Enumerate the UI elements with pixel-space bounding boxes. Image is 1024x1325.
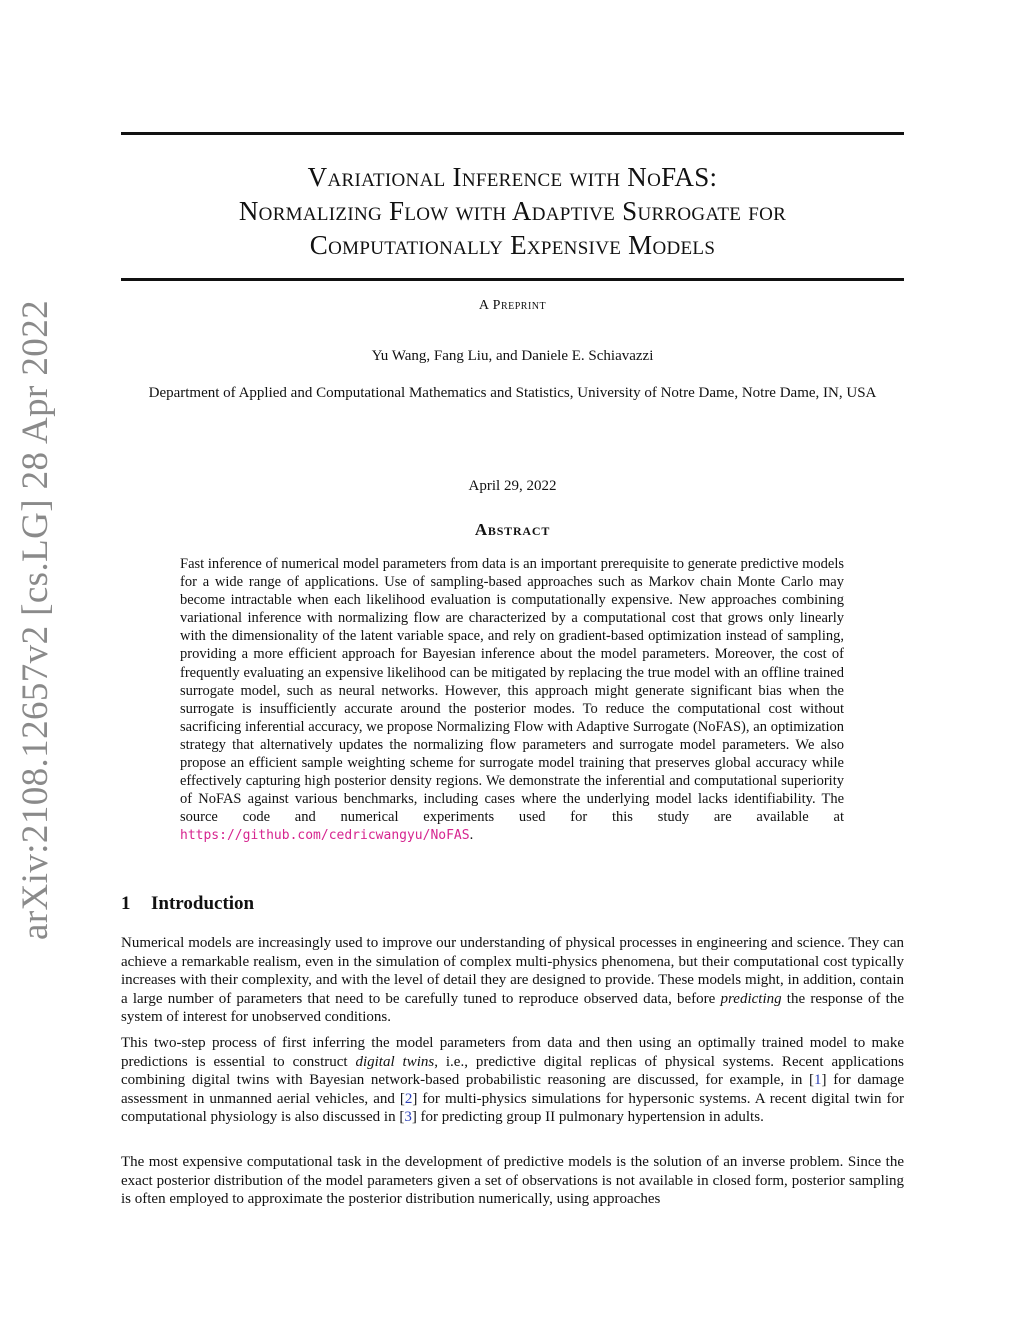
- intro-paragraph-1: [121, 934, 904, 1027]
- p2-emphasis: digital twins: [355, 1053, 435, 1070]
- p1-emphasis: predicting: [720, 990, 782, 1007]
- section-number: 1: [121, 893, 131, 914]
- p2-text-a: This two-step process of first inferring the model parameters from data and then using an optimally trained model to make predictions is essential to construct: [121, 1035, 904, 1070]
- p2-text-d: ] for multi-physics simulations for hypersonic systems. A recent digital twin for computational physiology is also discussed in [: [121, 1090, 904, 1125]
- author-list: Yu Wang, Fang Liu, and Daniele E. Schiavazzi: [371, 348, 654, 364]
- abstract-heading: Abstract: [474, 520, 551, 539]
- title-line-1: Variational Inference with NoFAS:: [307, 162, 718, 192]
- arxiv-identifier: arXiv:2108.12657v2 [cs.LG] 28 Apr 2022: [15, 299, 56, 940]
- citation-3-link[interactable]: 3: [404, 1109, 412, 1125]
- source-code-link[interactable]: https://github.com/cedricwangyu/NoFAS: [180, 828, 470, 844]
- affiliation: Department of Applied and Computational Mathematics and Statistics, University of Notre Dame, Notre Dame, IN, USA: [148, 385, 877, 401]
- p1-end: the response of the system of interest for unobserved conditions.: [121, 990, 904, 1025]
- title-rule-top: [121, 132, 904, 135]
- preprint-label: A Preprint: [478, 298, 547, 313]
- section-heading-introduction: [121, 893, 254, 915]
- p2-text-b: , i.e., predictive digital replicas of physical systems. Recent applications combining digital twins with Bayesian network-based probabilistic reasoning are discussed, for example, in [: [121, 1053, 904, 1088]
- intro-paragraph-3: The most expensive computational task in the development of predictive models is the solution of an inverse problem. Since the exact posterior distribution of the model parameters given a set of observations is not available in closed form, posterior sampling is often employed to approximate the posterior distribution numerically, using approaches: [121, 1154, 904, 1207]
- paper-title: [121, 160, 904, 262]
- citation-2-link[interactable]: 2: [404, 1090, 413, 1107]
- abstract-end: .: [469, 827, 474, 844]
- section-title: Introduction: [151, 893, 255, 914]
- abstract-text: [180, 555, 844, 846]
- title-rule-bottom: [121, 278, 904, 281]
- title-line-3: Computationally Expensive Models: [309, 230, 716, 260]
- publication-date: April 29, 2022: [468, 478, 557, 494]
- abstract-body: Fast inference of numerical model parameters from data is an important prerequisite to generate predictive models for a wide range of applications. Use of sampling-based approaches such as Markov chain Monte Carlo may become intractable when each likelihood evaluation is computationally expensive. New approaches combining variational inference with normalizing flow are characterized by a computational cost that grows only linearly with the dimensionality of the latent variable space, and rely on gradient-based optimization instead of sampling, providing a more efficient approach for Bayesian inference about the model parameters. Moreover, the cost of frequently evaluating an expensive likelihood can be mitigated by replacing the true model with an offline trained surrogate model, such as neural networks. However, this approach might generate significant bias when the surrogate is insufficiently accurate around the posterior modes. To reduce the computational cost without sacrificing inferential accuracy, we propose Normalizing Flow with Adaptive Surrogate (NoFAS), an optimization strategy that alternatively updates the normalizing flow parameters and surrogate model parameters. We also propose an efficient sample weighting scheme for surrogate model training that preserves global accuracy while effectively capturing high posterior density regions. We demonstrate the inferential and computational superiority of NoFAS against various benchmarks, including cases where the underlying model lacks identifiability. The source code and numerical experiments used for this study are available at: [180, 556, 844, 826]
- title-line-2: Normalizing Flow with Adaptive Surrogate for: [238, 196, 787, 226]
- p1-text: Numerical models are increasingly used to improve our understanding of physical processes in engineering and science. They can achieve a remarkable realism, even in the simulation of complex multi-physics phenomena, but their computational cost typically increases with their complexity, and with the level of detail they are designed to provide. These models might, in addition, contain a large number of parameters that need to be carefully tuned to reproduce observed data, before: [121, 935, 904, 1007]
- p2-text-e: ] for predicting group II pulmonary hypertension in adults.: [411, 1109, 764, 1125]
- p2-text-c: ] for damage assessment in unmanned aerial vehicles, and [: [121, 1072, 904, 1107]
- intro-paragraph-2: [121, 1034, 904, 1127]
- citation-1-link[interactable]: 1: [814, 1072, 822, 1088]
